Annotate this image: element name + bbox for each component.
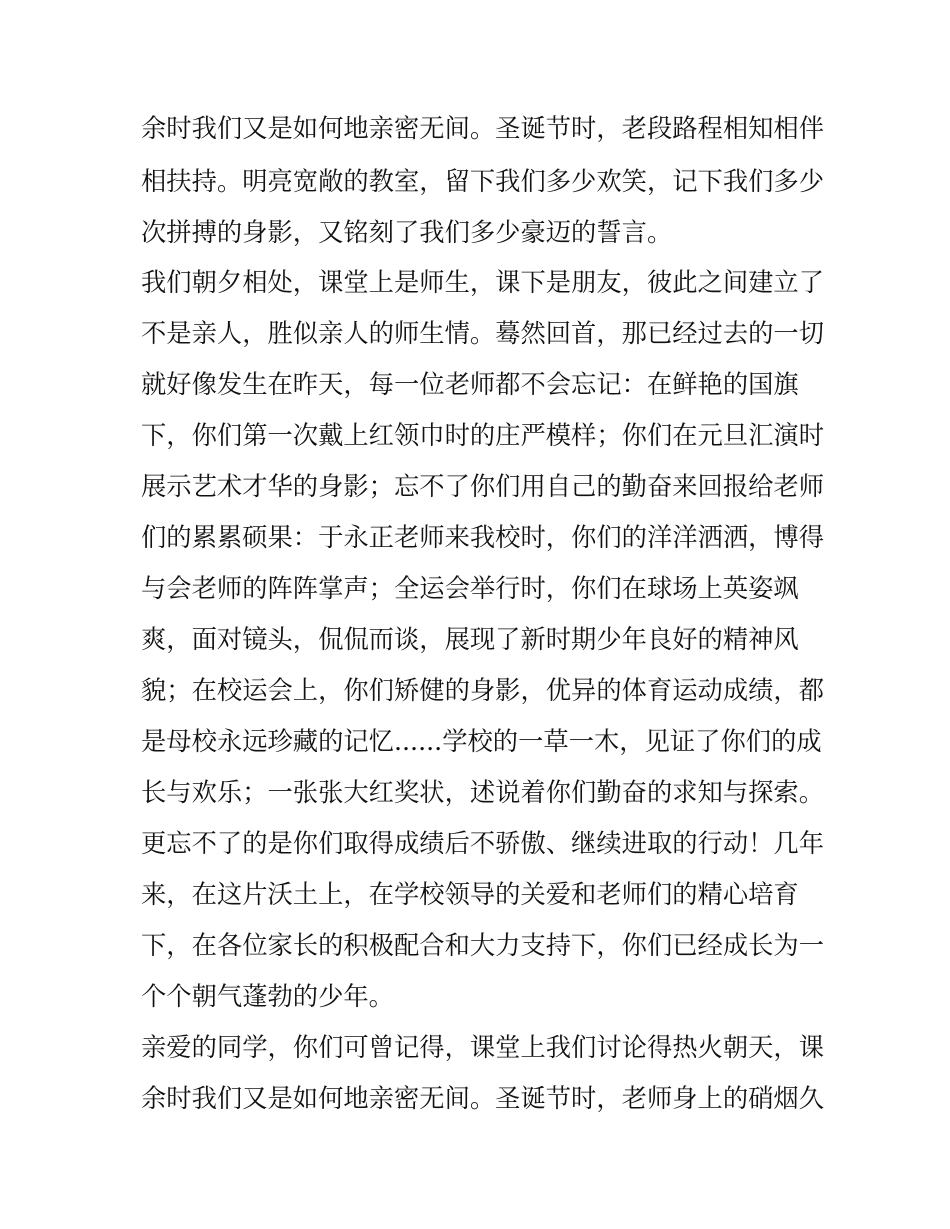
text-line: 爽，面对镜头，侃侃而谈，展现了新时期少年良好的精神风	[141, 625, 799, 654]
text-line: 下，你们第一次戴上红领巾时的庄严模样；你们在元旦汇演时	[141, 421, 825, 450]
text-line: 次拼搏的身影，又铭刻了我们多少豪迈的誓言。	[141, 218, 673, 247]
text-line: 下，在各位家长的积极配合和大力支持下，你们已经成长为一	[141, 931, 825, 960]
text-line: 余时我们又是如何地亲密无间。圣诞节时，老师身上的硝烟久	[141, 1084, 825, 1113]
text-line: 长与欢乐；一张张大红奖状，述说着你们勤奋的求知与探索。	[141, 778, 825, 807]
text-line: 就好像发生在昨天，每一位老师都不会忘记：在鲜艳的国旗	[141, 370, 799, 399]
text-line: 余时我们又是如何地亲密无间。圣诞节时，老段路程相知相伴	[141, 114, 825, 143]
text-line: 更忘不了的是你们取得成绩后不骄傲、继续进取的行动！几年	[141, 829, 825, 858]
text-line: 不是亲人，胜似亲人的师生情。蓦然回首，那已经过去的一切	[141, 319, 825, 348]
text-line: 个个朝气蓬勃的少年。	[141, 982, 394, 1011]
text-line: 貌；在校运会上，你们矫健的身影，优异的体育运动成绩，都	[141, 676, 825, 705]
text-line: 与会老师的阵阵掌声；全运会举行时，你们在球场上英姿飒	[141, 574, 799, 603]
text-line: 是母校永远珍藏的记忆......学校的一草一木，见证了你们的成	[141, 727, 822, 756]
text-line: 亲爱的同学，你们可曾记得，课堂上我们讨论得热火朝天，课	[141, 1033, 825, 1062]
text-line: 相扶持。明亮宽敞的教室，留下我们多少欢笑，记下我们多少	[141, 167, 825, 196]
text-line: 展示艺术才华的身影；忘不了你们用自己的勤奋来回报给老师	[141, 472, 825, 501]
text-line: 我们朝夕相处，课堂上是师生，课下是朋友，彼此之间建立了	[141, 268, 825, 297]
text-line: 来，在这片沃土上，在学校领导的关爱和老师们的精心培育	[141, 880, 799, 909]
text-line: 们的累累硕果：于永正老师来我校时，你们的洋洋洒洒，博得	[141, 523, 825, 552]
